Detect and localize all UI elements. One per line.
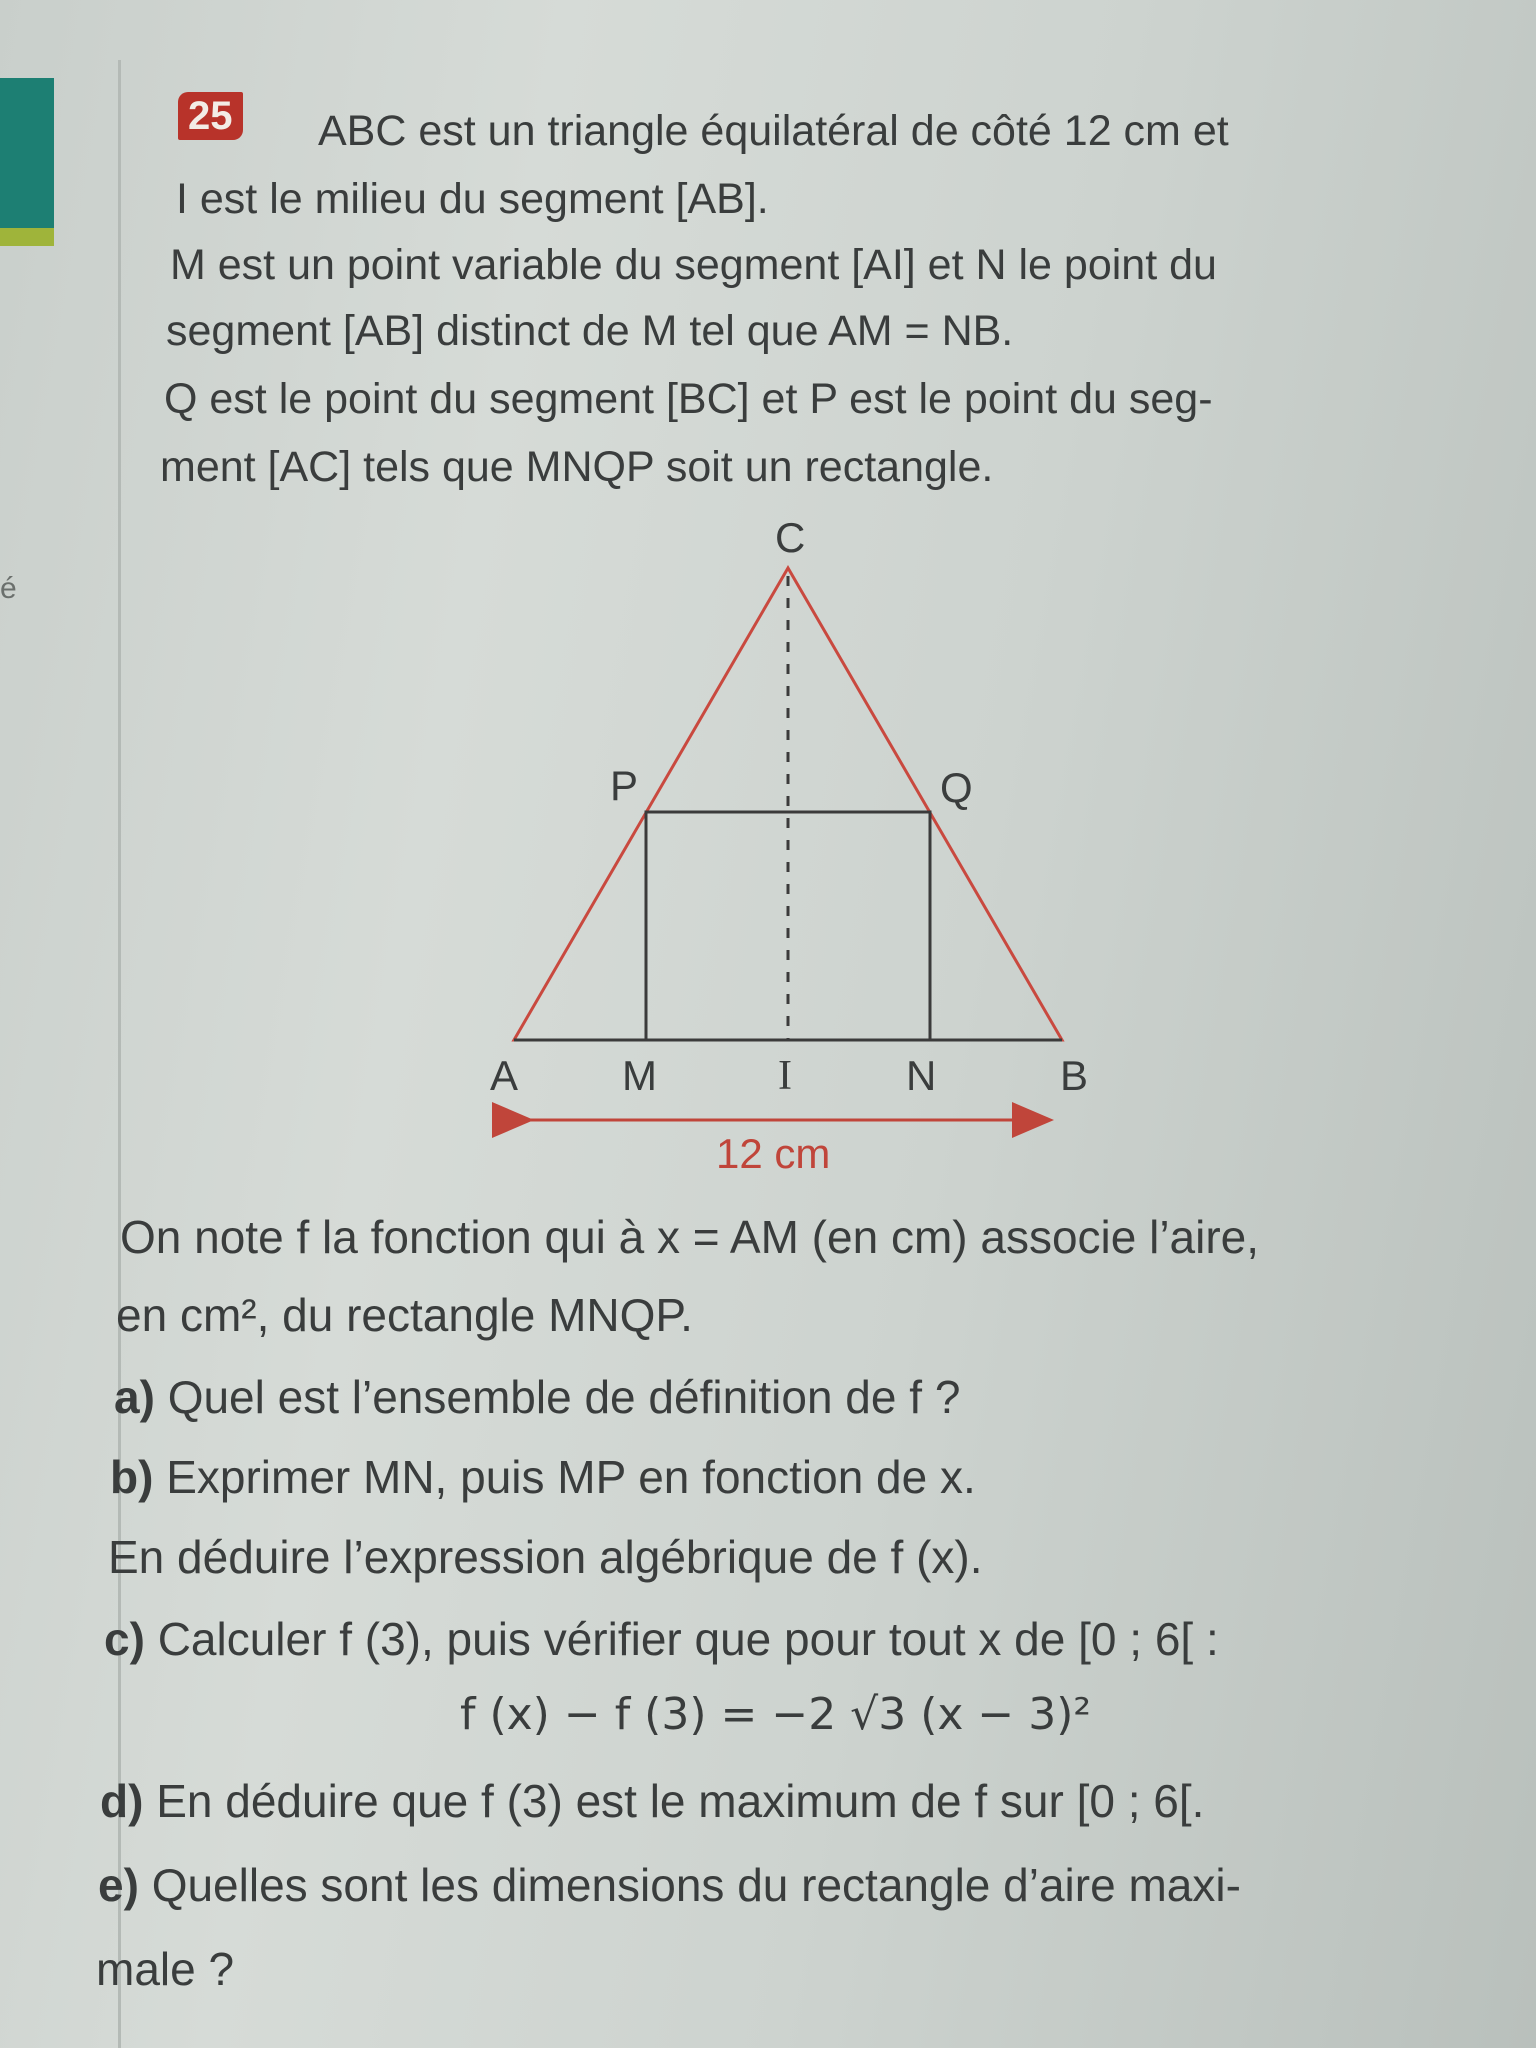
question-a-label: a) [114,1371,155,1423]
question-b-label: b) [110,1451,154,1503]
intro-line-1: On note f la fonction qui à x = AM (en cm) associe l’aire, [120,1211,1260,1263]
margin-glyph: é [0,572,17,605]
question-e-continued: male ? [96,1943,235,1995]
question-c [104,1612,1219,1666]
margin-rule [118,60,121,2048]
question-e-text: Quelles sont les dimensions du rectangle d’aire maxi- [151,1859,1241,1911]
exercise-number-badge: 25 [178,92,243,140]
statement-line-5: Q est le point du segment [BC] et P est le point du seg- [164,375,1213,423]
dimension-label: 12 cm [716,1130,831,1177]
question-d [100,1774,1204,1828]
label-a: A [490,1052,519,1099]
question-c-label: c) [104,1613,145,1665]
question-b [110,1450,976,1504]
question-e-label: e) [98,1859,139,1911]
question-b-text: Exprimer MN, puis MP en fonction de x. [166,1451,976,1503]
statement-line-1: ABC est un triangle équilatéral de côté 12 cm et [318,107,1229,155]
question-d-label: d) [100,1775,144,1827]
page-edge-tab [0,78,54,228]
question-c-formula: f (x) − f (3) = −2 √3 (x − 3)² [460,1689,1092,1740]
label-i: I [778,1053,792,1099]
statement-line-6: ment [AC] tels que MNQP soit un rectangle. [160,443,994,491]
question-a-text: Quel est l’ensemble de définition de f ? [167,1371,961,1423]
statement-line-2: I est le milieu du segment [AB]. [176,175,769,223]
label-p: P [610,762,639,809]
question-c-text: Calculer f (3), puis vérifier que pour tout x de [0 ; 6[ : [157,1613,1219,1665]
statement-line-4: segment [AB] distinct de M tel que AM = NB. [166,307,1014,355]
label-q: Q [940,764,973,811]
intro-line-2: en cm², du rectangle MNQP. [116,1289,693,1341]
label-n: N [906,1052,937,1099]
question-b-followup: En déduire l’expression algébrique de f (x). [108,1531,983,1583]
statement-line-3: M est un point variable du segment [AI] et N le point du [170,241,1217,289]
label-b: B [1060,1052,1089,1099]
question-a [114,1370,960,1424]
question-d-text: En déduire que f (3) est le maximum de f sur [0 ; 6[. [156,1775,1205,1827]
label-c: C [775,514,806,561]
question-e [98,1858,1241,1912]
triangle-figure [470,514,1110,1180]
label-m: M [622,1052,657,1099]
page-edge-tab-accent [0,228,54,246]
